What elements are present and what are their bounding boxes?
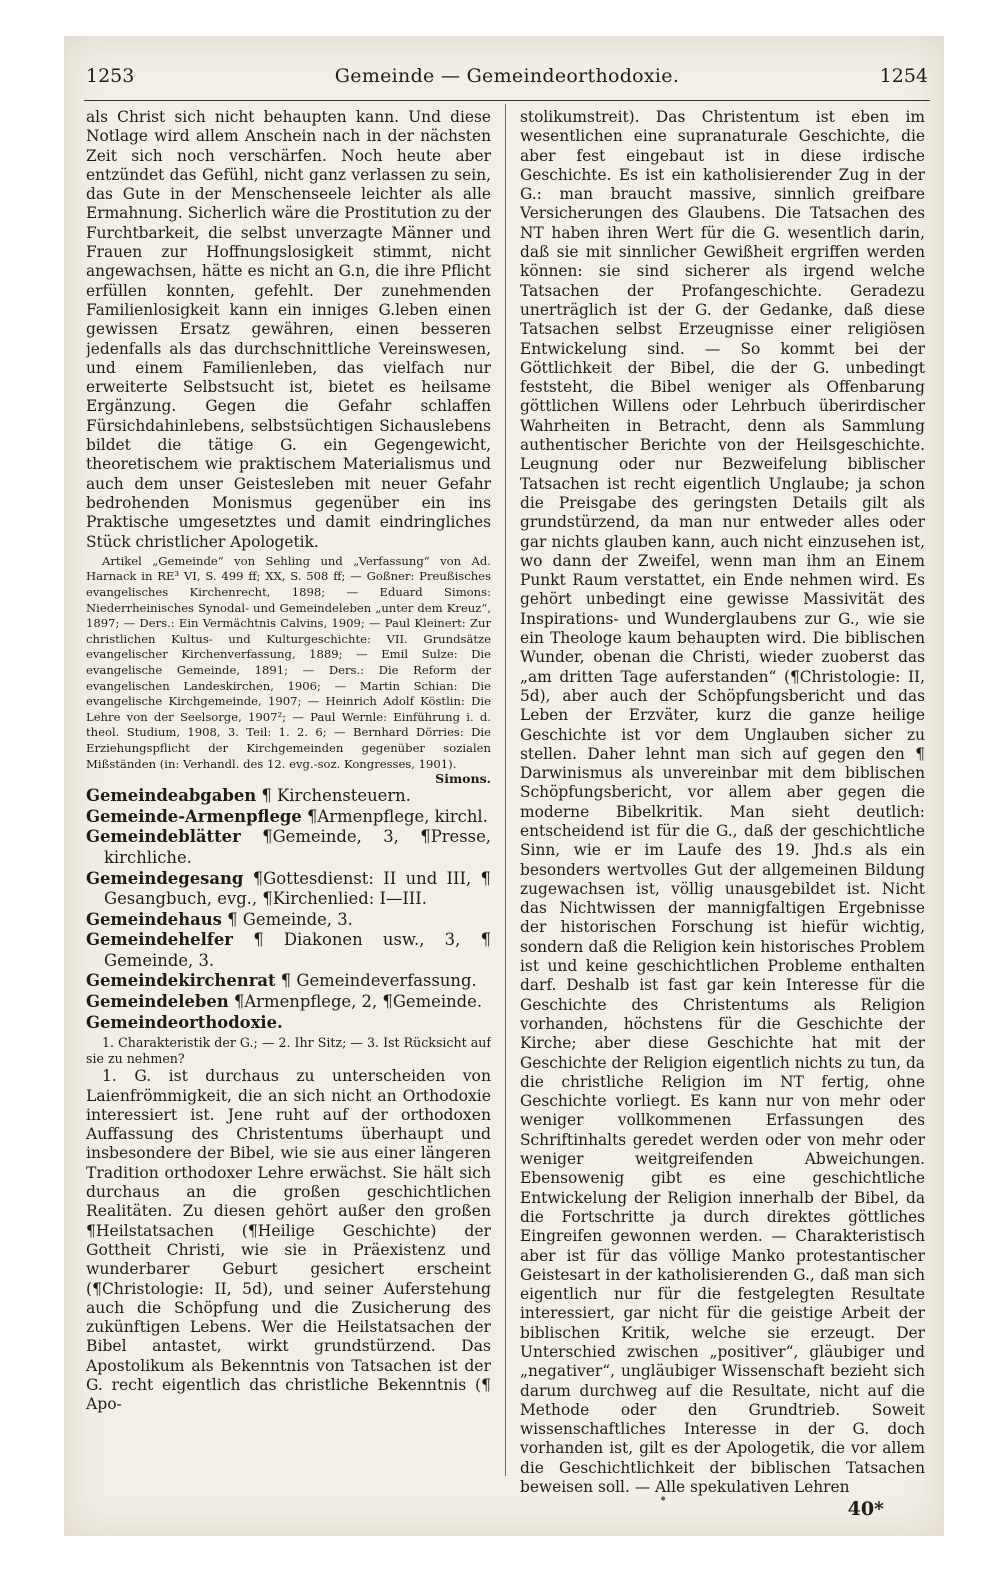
page-number-right: 1254 (879, 65, 928, 87)
entry-gemeindeblaetter: Gemeindeblätter ¶Gemeinde, 3, ¶Presse, kirchliche. (86, 827, 491, 867)
article-outline: 1. Charakteristik der G.; — 2. Ihr Sitz; — 3. Ist Rücksicht auf sie zu nehmen? (86, 1035, 491, 1067)
right-column (520, 108, 925, 1498)
page-header (86, 56, 928, 96)
ink-dot: • (659, 1492, 668, 1508)
entry-gemeindeabgaben: Gemeindeabgaben ¶ Kirchensteuern. (86, 786, 411, 806)
header-rule (84, 100, 930, 101)
entry-gemeindehelfer: Gemeindehelfer ¶ Diakonen usw., 3, ¶ Gemeinde, 3. (86, 930, 491, 970)
running-title: Gemeinde — Gemeindeorthodoxie. (334, 65, 680, 87)
entry-gemeindekirchenrat: Gemeindekirchenrat ¶ Gemeindeverfassung. (86, 971, 477, 991)
bibliography-text: Artikel „Gemeinde“ von Sehling und „Verfassung“ von Ad. Harnack in RE³ VI, S. 499 ff; XX, S. 508 ff; — Goßner: Preußisches evangelisches Kirchenrecht, 1898; — Eduard Simons: Niederrheinisches Synodal- und Gemeindeleben „unter dem Kreuz“, 1897; — Ders.: Ein Vermächtnis Calvins, 1909; — Paul Kleinert: Zur christlichen Kultus- und Kulturgeschichte: VII. Grundsätze evangelischer Kirchenverfassung, 1889; — Emil Sulze: Die evangelische Gemeinde, 1891; — Ders.: Die Reform der evangelischen Landeskirchen, 1906; — Martin Schian: Die evangelische Kirchgemeinde, 1907; — Heinrich Adolf Köstlin: Die Lehre von der Seelsorge, 1907²; — Paul Wernle: Einführung i. d. theol. Studium, 1908, 3. Teil: 1. 2. 6; — Bernhard Dörries: Die Erziehungspflicht der Kirchgemeinden gegenüber sozialen Mißständen (in: Verhandl. des 12. evg.-soz. Kongresses, 1901). (86, 553, 491, 771)
paragraph-continuation: als Christ sich nicht behaupten kann. Und diese Notlage wird allem Anschein nach in der nächsten Zeit sich noch verschärfen. Noch heute aber entzündet das Gefühl, nicht ganz verlassen zu sein, das Gute in der Menschenseele leichter als alle Ermahnung. Sicherlich wäre die Prostitution zu der Furchtbarkeit, die selbst unverzagte Männer und Frauen zur Hoffnungslosigkeit stimmt, nicht angewachsen, hätte es nicht an G.n, die ihre Pflicht erfüllen konnten, gefehlt. Der zunehmenden Familienlosigkeit kann ein inniges G.leben einen gewissen Ersatz gewähren, einen besseren jedenfalls als das durchschnittliche Vereinswesen, und einem Familienleben, das vielfach nur erweiterte Selbstsucht ist, bietet es heilsame Ergänzung. Gegen die Gefahr schlaffen Fürsichdahinlebens, selbstsüchtigen Sichauslebens bildet die tätige G. ein Gegengewicht, theoretischem wie praktischem Materialismus und auch dem unser Geistesleben mit neuer Gefahr bedrohenden Monismus gegenüber ein ins Praktische umgesetztes und damit eindringliches Stück christlicher Apologetik. (86, 108, 491, 551)
left-column (86, 108, 491, 1498)
page-number-left: 1253 (86, 65, 135, 87)
section-1-text: 1. G. ist durchaus zu unterscheiden von Laienfrömmigkeit, die an sich nicht an Orthodoxie interessiert ist. Jene ruht auf der orthodoxen Auffassung des Christentums überhaupt und insbesondere der Bibel, wie sie aus einer längeren Tradition orthodoxer Lehre erwächst. Sie hält sich durchaus an die großen geschichtlichen Realitäten. Zu diesen gehört außer den großen ¶Heilstatsachen (¶Heilige Geschichte) der Gottheit Christi, wie sie in Präexistenz und wunderbarer Geburt gesichert erscheint (¶Christologie: II, 5d), und seiner Auferstehung auch die Schöpfung und die Zusicherung des zukünftigen Lebens. Wer die Heilstatsachen der Bibel antastet, wirkt grundstürzend. Das Apostolikum als Bekenntnis von Tatsachen ist der G. recht eigentlich das christliche Bekenntnis (¶ Apo- (86, 1067, 491, 1414)
bibliography (86, 554, 491, 786)
author-signature: Simons. (435, 771, 491, 787)
scanned-page (64, 36, 944, 1536)
entry-gemeinde-armenpflege: Gemeinde-Armenpflege ¶Armenpflege, kirchl. (86, 806, 488, 826)
entry-gemeindeorthodoxie: Gemeindeorthodoxie. (86, 1012, 283, 1032)
right-column-text: stolikumstreit). Das Christentum ist eben im wesentlichen eine supranaturale Geschichte, die aber fest eingebaut ist in diese irdische Geschichte. Es ist ein katholisierender Zug in der G.: man braucht massive, sinnlich greifbare Versicherungen des Glaubens. Die Tatsachen des NT haben ihren Wert für die G. wesentlich darin, daß sie mit sinnlicher Gewißheit ergriffen werden können: sie sind sicherer als irgend welche Tatsachen der Profangeschichte. Geradezu unerträglich ist der G. der Gedanke, daß diese Tatsachen selbst Erzeugnisse einer religiösen Entwickelung sind. — So kommt bei der Göttlichkeit der Bibel, die der G. unbedingt feststeht, die Bibel weniger als Offenbarung göttlichen Willens oder Lehrbuch überirdischer Wahrheiten in Betracht, denn als Sammlung authentischer Berichte von der Heilsgeschichte. Leugnung oder nur Bezweifelung biblischer Tatsachen ist recht eigentlich Unglaube; ja schon die Preisgabe des geringsten Details gilt als grundstürzend, da man nur entweder alles oder gar nichts glauben kann, auch nicht einzusehen ist, wo dann der Zweifel, wenn man ihm an Einem Punkt Raum verstattet, ein Ende nehmen wird. Es gehört unbedingt eine gewisse Massivität des Inspirations- und Wunderglaubens zur G., wie sie ein Theologe kaum behaupten wird. Die biblischen Wunder, obenan die Christi, wieder zuoberst das „am dritten Tage auferstanden“ (¶Christologie: II, 5d), aber auch der Schöpfungsbericht und das Leben der Erzväter, kurz die ganze heilige Geschichte ist vor dem Unglauben sicher zu stellen. Daher lehnt man sich auf gegen den ¶ Darwinismus als unvereinbar mit dem biblischen Schöpfungsbericht, vor allem aber gegen die moderne Bibelkritik. Man sieht deutlich: entscheidend ist für die G., daß der geschichtliche Sinn, wie er im Laufe des 19. Jhd.s als ein besonders wertvolles Gut der allgemeinen Bildung zugewachsen ist, völlig unausgebildet ist. Nicht das Nichtwissen der mannigfaltigen Ergebnisse der historischen Forschung ist hiefür wichtig, sondern daß die Religion kein historisches Problem ist und keine geschichtlichen Probleme enthalten darf. Deshalb ist fast gar kein Interesse für die Geschichte des Christentums als Religion vorhanden, höchstens für die Geschichte der Kirche; aber diese Geschichte hat mit der Geschichte der Religion eigentlich nichts zu tun, da die christliche Religion im NT fertig, ohne Geschichte vorliegt. Es kann nur von mehr oder weniger vollkommenen Erfassungen des Schriftinhalts geredet werden oder von mehr oder weniger weitgreifenden Abweichungen. Ebensowenig gibt es eine geschichtliche Entwickelung der Religion innerhalb der Bibel, da die Fortschritte ja durch direktes göttliches Eingreifen gewonnen werden. — Charakteristisch aber ist für das völlige Manko protestantischer Geistesart in der katholisierenden G., daß man sich eigentlich nur für die festgelegten Resultate interessiert, gar nicht für die geistige Arbeit der biblischen Kritik, welche sie erzeugt. Der Unterschied zwischen „positiver“, gläubiger und „negativer“, ungläubiger Wissenschaft bezieht sich darum durchweg auf die Resultate, nicht auf die Methode oder den Grundtrieb. Soweit wissenschaftliches Interesse in der G. doch vorhanden ist, gilt es der Apologetik, die vor allem die Geschichtlichkeit der biblischen Tatsachen beweisen soll. — Alle spekulativen Lehren (520, 108, 925, 1497)
entry-gemeindeleben: Gemeindeleben ¶Armenpflege, 2, ¶Gemeinde. (86, 992, 483, 1012)
entry-gemeindehaus: Gemeindehaus ¶ Gemeinde, 3. (86, 909, 353, 929)
signature-mark: 40* (847, 1498, 884, 1520)
column-divider (505, 104, 506, 1476)
entry-gemeindegesang: Gemeindegesang ¶Gottesdienst: II und III, ¶ Gesangbuch, evg., ¶Kirchenlied: I—III. (86, 868, 491, 909)
